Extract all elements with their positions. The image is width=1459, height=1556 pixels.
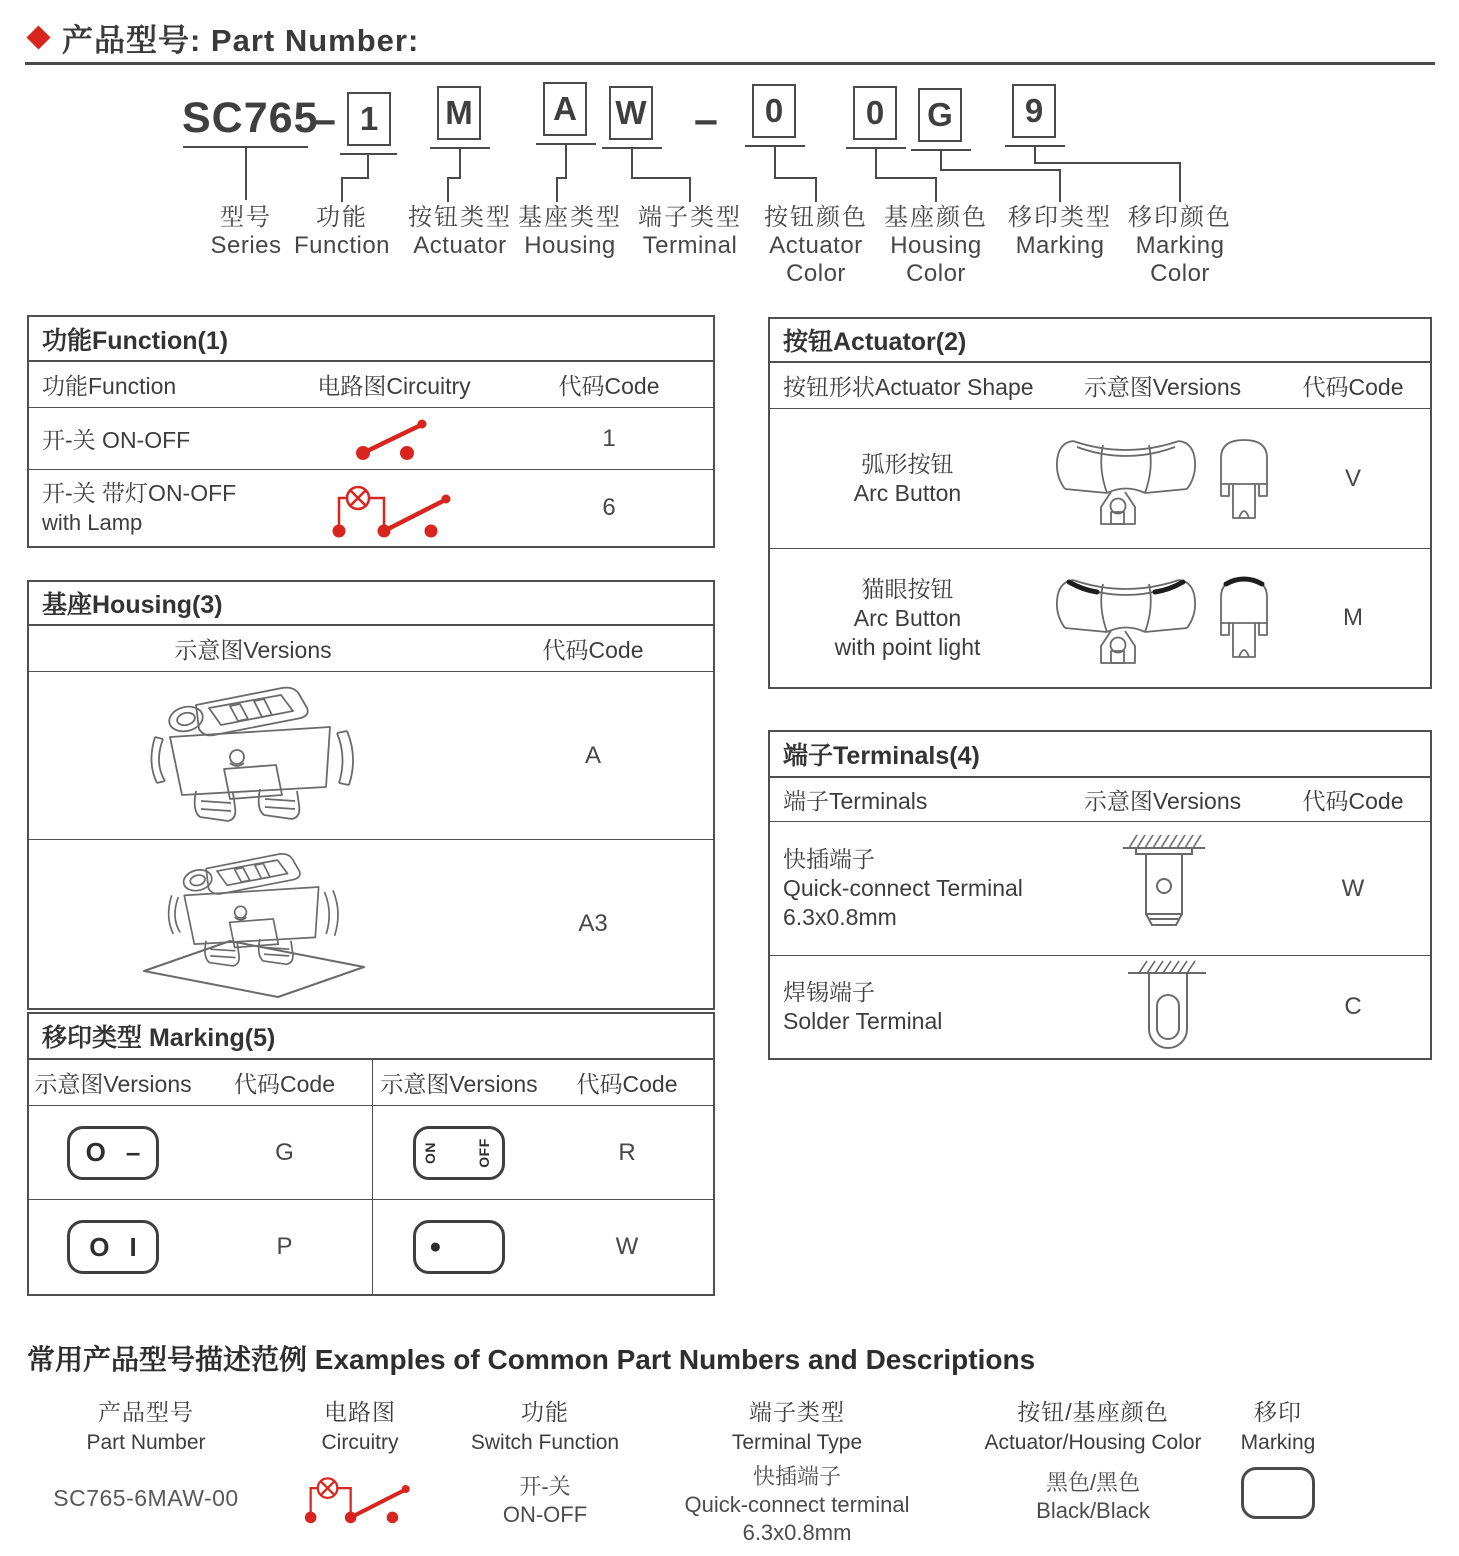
housing-code: A — [584, 741, 601, 769]
code-box-actuator: M — [437, 86, 481, 140]
col-header-terminals: 端子Terminals — [783, 788, 928, 814]
label-actuator-color: 按钮颜色 Actuator Color — [764, 204, 868, 287]
code-box-terminal: W — [609, 86, 653, 140]
col-header-code: 代码Code — [1302, 374, 1404, 400]
label-marking-color: 移印颜色 Marking Color — [1128, 204, 1232, 287]
label-function: 功能 Function — [293, 204, 391, 259]
housing-a-drawing — [29, 672, 477, 839]
dash-separator: – — [312, 96, 336, 144]
marking-code: P — [197, 1200, 373, 1294]
marking-glyph-on-off: ON OFF — [373, 1106, 545, 1199]
col-header-code: 代码Code — [558, 373, 660, 399]
function-table-title: 功能Function(1) — [29, 317, 713, 362]
marking-row-1 — [29, 1106, 713, 1200]
terminal-name: 焊锡端子 Solder Terminal — [783, 979, 943, 1034]
circuit-on-off-lamp-icon — [279, 470, 509, 546]
col-header-shape: 按钮形状Actuator Shape — [783, 374, 1034, 400]
dash-separator: – — [694, 96, 718, 144]
marking-code: G — [197, 1106, 373, 1199]
terminals-table — [768, 730, 1432, 1060]
label-housing: 基座类型 Housing — [518, 204, 622, 259]
example-col-circuitry: 电路图 Circuitry — [275, 1394, 445, 1527]
actuator-name: 弧形按钮 Arc Button — [853, 450, 962, 506]
col-header-versions: 示意图Versions — [174, 637, 332, 663]
function-row-on-off — [29, 408, 713, 470]
marking-code: R — [618, 1138, 636, 1166]
actuator-name: 猫眼按钮 Arc Button with point light — [834, 575, 981, 660]
terminal-name: 快插端子 Quick-connect Terminal 6.3x0.8mm — [783, 846, 1023, 930]
terminal-row-solder — [770, 956, 1430, 1058]
marking-code: W — [615, 1233, 639, 1260]
function-table — [27, 315, 715, 548]
col-header-function: 功能Function — [42, 373, 177, 399]
label-actuator: 按钮类型 Actuator — [408, 204, 512, 259]
function-name: 开-关 带灯ON-OFF with Lamp — [42, 480, 237, 535]
code-box-function: 1 — [347, 92, 391, 146]
terminal-row-quick-connect — [770, 822, 1430, 956]
code-box-housing-color: 0 — [853, 86, 897, 140]
col-header-circuitry: 电路图Circuitry — [317, 373, 471, 399]
terminals-table-title: 端子Terminals(4) — [770, 732, 1430, 778]
actuator-row-cat-eye — [770, 549, 1430, 687]
circuit-on-off-icon — [279, 408, 509, 469]
examples-title: 常用产品型号描述范例 Examples of Common Part Numbers and Descriptions — [27, 1344, 1036, 1375]
housing-row-a — [29, 672, 713, 840]
housing-a3-drawing — [29, 840, 477, 1008]
col-header-versions: 示意图Versions — [380, 1071, 538, 1097]
label-series: 型号 Series — [210, 204, 282, 259]
function-code: 6 — [602, 494, 616, 521]
housing-table-title: 基座Housing(3) — [29, 582, 713, 626]
terminal-code: C — [1344, 993, 1362, 1020]
col-header-code: 代码Code — [576, 1071, 678, 1097]
col-header-versions: 示意图Versions — [1083, 788, 1242, 814]
col-header-code: 代码Code — [1302, 788, 1404, 814]
actuator-cat-eye-drawing — [1045, 549, 1280, 687]
example-part-number: SC765-6MAW-00 — [53, 1485, 239, 1511]
function-row-on-off-lamp — [29, 470, 713, 546]
actuator-table — [768, 317, 1432, 689]
code-box-housing: A — [543, 82, 587, 136]
example-col-terminal-type: 端子类型 Terminal Type 快插端子 Quick-connect terminal 6.3x0.8mm — [684, 1399, 910, 1545]
col-header-code: 代码Code — [542, 637, 644, 663]
terminal-quick-connect-drawing — [1045, 822, 1280, 955]
label-housing-color: 基座颜色 Housing Color — [884, 204, 988, 287]
col-header-versions: 示意图Versions — [34, 1071, 192, 1097]
example-col-color: 按钮/基座颜色 Actuator/Housing Color 黑色/黑色 Black/Black — [984, 1399, 1202, 1523]
actuator-code: M — [1343, 604, 1363, 631]
red-diamond-icon — [26, 25, 50, 49]
header-rule — [25, 62, 1435, 65]
actuator-code: V — [1344, 464, 1361, 492]
code-box-marking: G — [918, 88, 962, 142]
housing-table — [27, 580, 715, 1010]
example-marking-blank-chip — [1241, 1467, 1315, 1519]
marking-glyph-o-i: O I — [29, 1200, 197, 1294]
actuator-arc-drawing — [1045, 409, 1280, 548]
code-box-marking-color: 9 — [1012, 84, 1056, 138]
marking-row-2 — [29, 1200, 713, 1294]
housing-row-a3 — [29, 840, 713, 1008]
marking-glyph-dot: ● — [373, 1200, 545, 1294]
terminal-solder-drawing — [1045, 956, 1280, 1058]
example-circuit-icon — [275, 1467, 445, 1527]
code-box-actuator-color: 0 — [752, 84, 796, 138]
col-header-code: 代码Code — [197, 1060, 373, 1105]
actuator-row-arc — [770, 409, 1430, 549]
example-col-part-number: 产品型号 Part Number SC765-6MAW-00 — [26, 1394, 266, 1512]
housing-code: A3 — [578, 910, 608, 937]
label-marking: 移印类型 Marking — [1008, 204, 1112, 259]
actuator-table-title: 按钮Actuator(2) — [770, 319, 1430, 363]
example-col-marking: 移印 Marking — [1213, 1394, 1343, 1519]
function-name: 开-关 ON-OFF — [42, 427, 191, 453]
function-code: 1 — [602, 424, 616, 452]
series-code: SC765 — [182, 94, 319, 142]
marking-table — [27, 1012, 715, 1296]
terminal-code: W — [1341, 874, 1365, 902]
page-title: 产品型号: Part Number: — [62, 23, 420, 58]
example-col-function: 功能 Switch Function 开-关 ON-OFF — [470, 1399, 620, 1527]
label-terminal: 端子类型 Terminal — [638, 204, 742, 259]
marking-glyph-o-dash: O – — [29, 1106, 197, 1199]
marking-table-title: 移印类型 Marking(5) — [29, 1014, 713, 1060]
col-header-versions: 示意图Versions — [1083, 374, 1242, 400]
